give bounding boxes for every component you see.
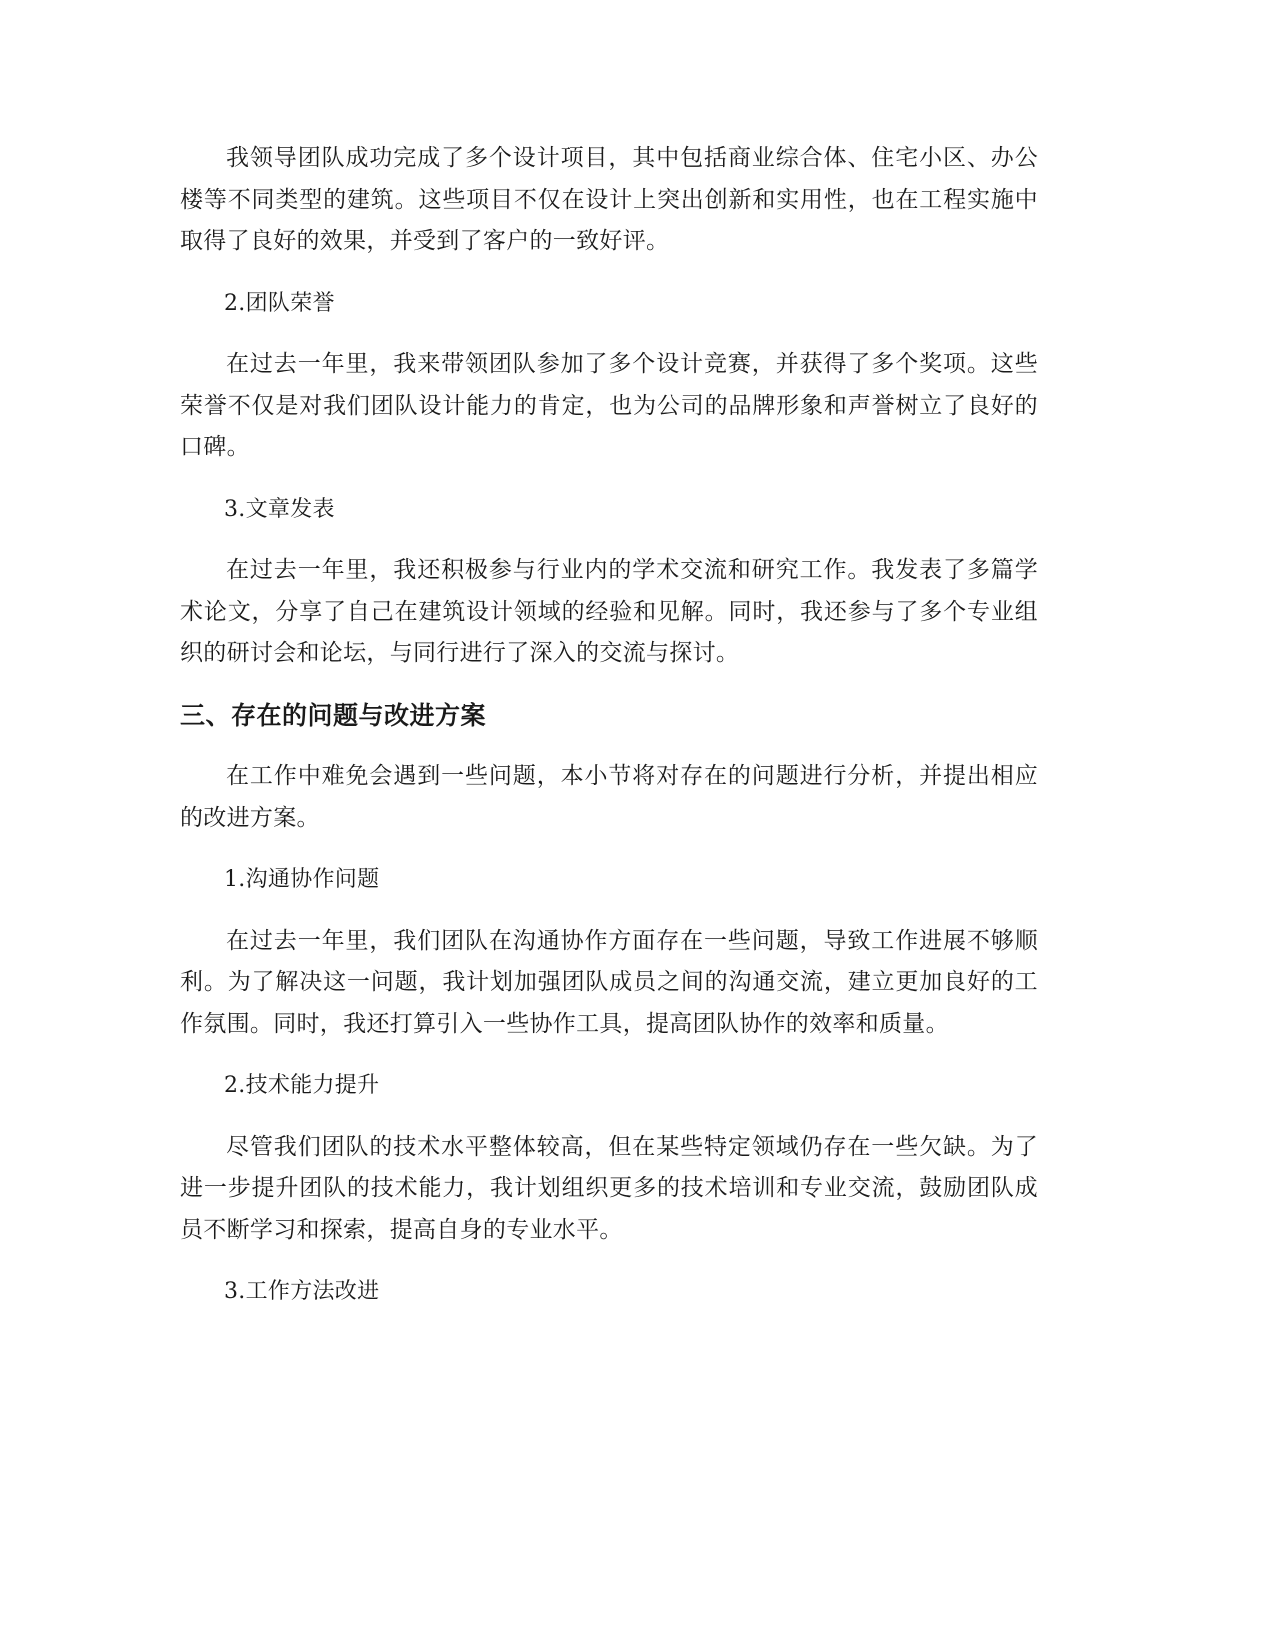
document-page — [180, 138, 1038, 1313]
item-heading-communication: 1.沟通协作问题 — [224, 867, 380, 892]
item-heading-publications: 3.文章发表 — [224, 496, 335, 522]
item-heading-technical-skills: 2.技术能力提升 — [224, 1073, 380, 1098]
paragraph-communication: 在过去一年里，我们团队在沟通协作方面存在一些问题，导致工作进展不够顺利。为了解决这一问题，我计划加强团队成员之间的沟通交流，建立更加良好的工作氛围。同时，我还打算引入一些协作工具，提高团队协作的效率和质量。 — [180, 927, 1038, 1037]
paragraph-publications: 在过去一年里，我还积极参与行业内的学术交流和研究工作。我发表了多篇学术论文，分享了自己在建筑设计领域的经验和见解。同时，我还参与了多个专业组织的研讨会和论坛，与同行进行了深入的交流与探讨。 — [180, 557, 1038, 666]
item-heading-team-honors: 2.团队荣誉 — [224, 290, 335, 316]
item-heading-work-methods: 3.工作方法改进 — [224, 1279, 380, 1304]
section-heading-problems: 三、存在的问题与改进方案 — [180, 700, 487, 730]
paragraph-team-honors: 在过去一年里，我来带领团队参加了多个设计竞赛，并获得了多个奖项。这些荣誉不仅是对我们团队设计能力的肯定，也为公司的品牌形象和声誉树立了良好的口碑。 — [180, 351, 1038, 460]
paragraph-problems-intro: 在工作中难免会遇到一些问题，本小节将对存在的问题进行分析，并提出相应的改进方案。 — [180, 763, 1038, 831]
paragraph-technical-skills: 尽管我们团队的技术水平整体较高，但在某些特定领域仍存在一些欠缺。为了进一步提升团队的技术能力，我计划组织更多的技术培训和专业交流，鼓励团队成员不断学习和探索，提高自身的专业水平。 — [180, 1133, 1038, 1243]
paragraph-design-projects: 我领导团队成功完成了多个设计项目，其中包括商业综合体、住宅小区、办公楼等不同类型的建筑。这些项目不仅在设计上突出创新和实用性，也在工程实施中取得了良好的效果，并受到了客户的一致好评。 — [180, 145, 1038, 254]
